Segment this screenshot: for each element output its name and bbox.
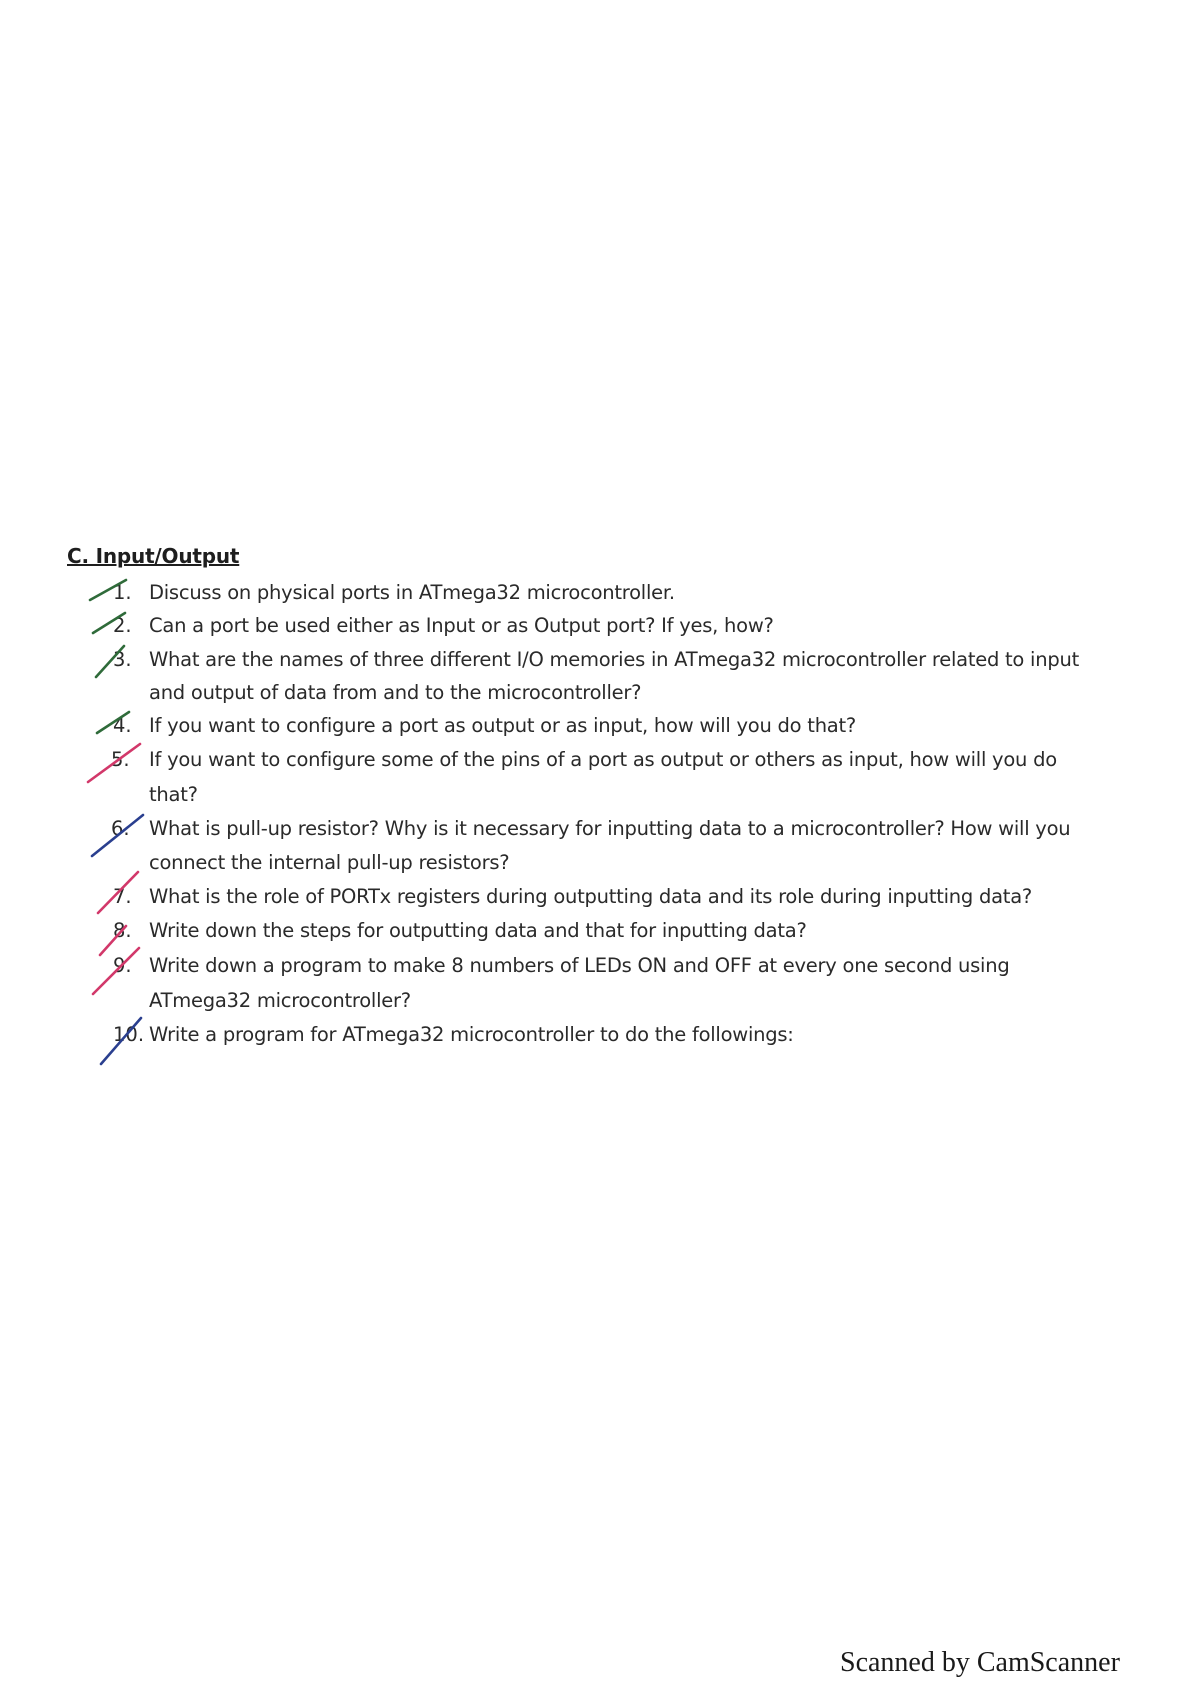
section-heading: C. Input/Output <box>67 544 240 568</box>
question-1-line-1: Discuss on physical ports in ATmega32 microcontroller. <box>149 581 675 604</box>
question-3-line-1: What are the names of three different I/O memories in ATmega32 microcontroller related to input <box>149 648 1079 671</box>
question-number: 10. <box>113 1023 145 1046</box>
question-number: 6. <box>111 817 130 840</box>
question-8-line-1: Write down the steps for outputting data and that for inputting data? <box>149 919 807 942</box>
question-5-line-2: that? <box>149 783 198 806</box>
question-7-line-1: What is the role of PORTx registers during outputting data and its role during inputting data? <box>149 885 1033 908</box>
question-number: 1. <box>113 581 132 604</box>
question-number: 9. <box>113 954 132 977</box>
scanner-watermark: Scanned by CamScanner <box>840 1647 1120 1678</box>
question-2-line-1: Can a port be used either as Input or as Output port? If yes, how? <box>149 614 774 637</box>
question-6-line-2: connect the internal pull-up resistors? <box>149 851 510 874</box>
question-9-line-2: ATmega32 microcontroller? <box>149 989 411 1012</box>
question-number: 3. <box>113 648 132 671</box>
question-10-line-1: Write a program for ATmega32 microcontroller to do the followings: <box>149 1023 794 1046</box>
question-3-line-2: and output of data from and to the microcontroller? <box>149 681 642 704</box>
question-number: 5. <box>111 748 130 771</box>
question-4-line-1: If you want to configure a port as output or as input, how will you do that? <box>149 714 857 737</box>
question-number: 4. <box>113 714 132 737</box>
question-number: 7. <box>113 885 132 908</box>
question-number: 8. <box>113 919 132 942</box>
question-9-line-1: Write down a program to make 8 numbers of LEDs ON and OFF at every one second using <box>149 954 1010 977</box>
question-number: 2. <box>113 614 132 637</box>
question-5-line-1: If you want to configure some of the pins of a port as output or others as input, how will you do <box>149 748 1057 771</box>
question-6-line-1: What is pull-up resistor? Why is it necessary for inputting data to a microcontroller? How will you <box>149 817 1071 840</box>
